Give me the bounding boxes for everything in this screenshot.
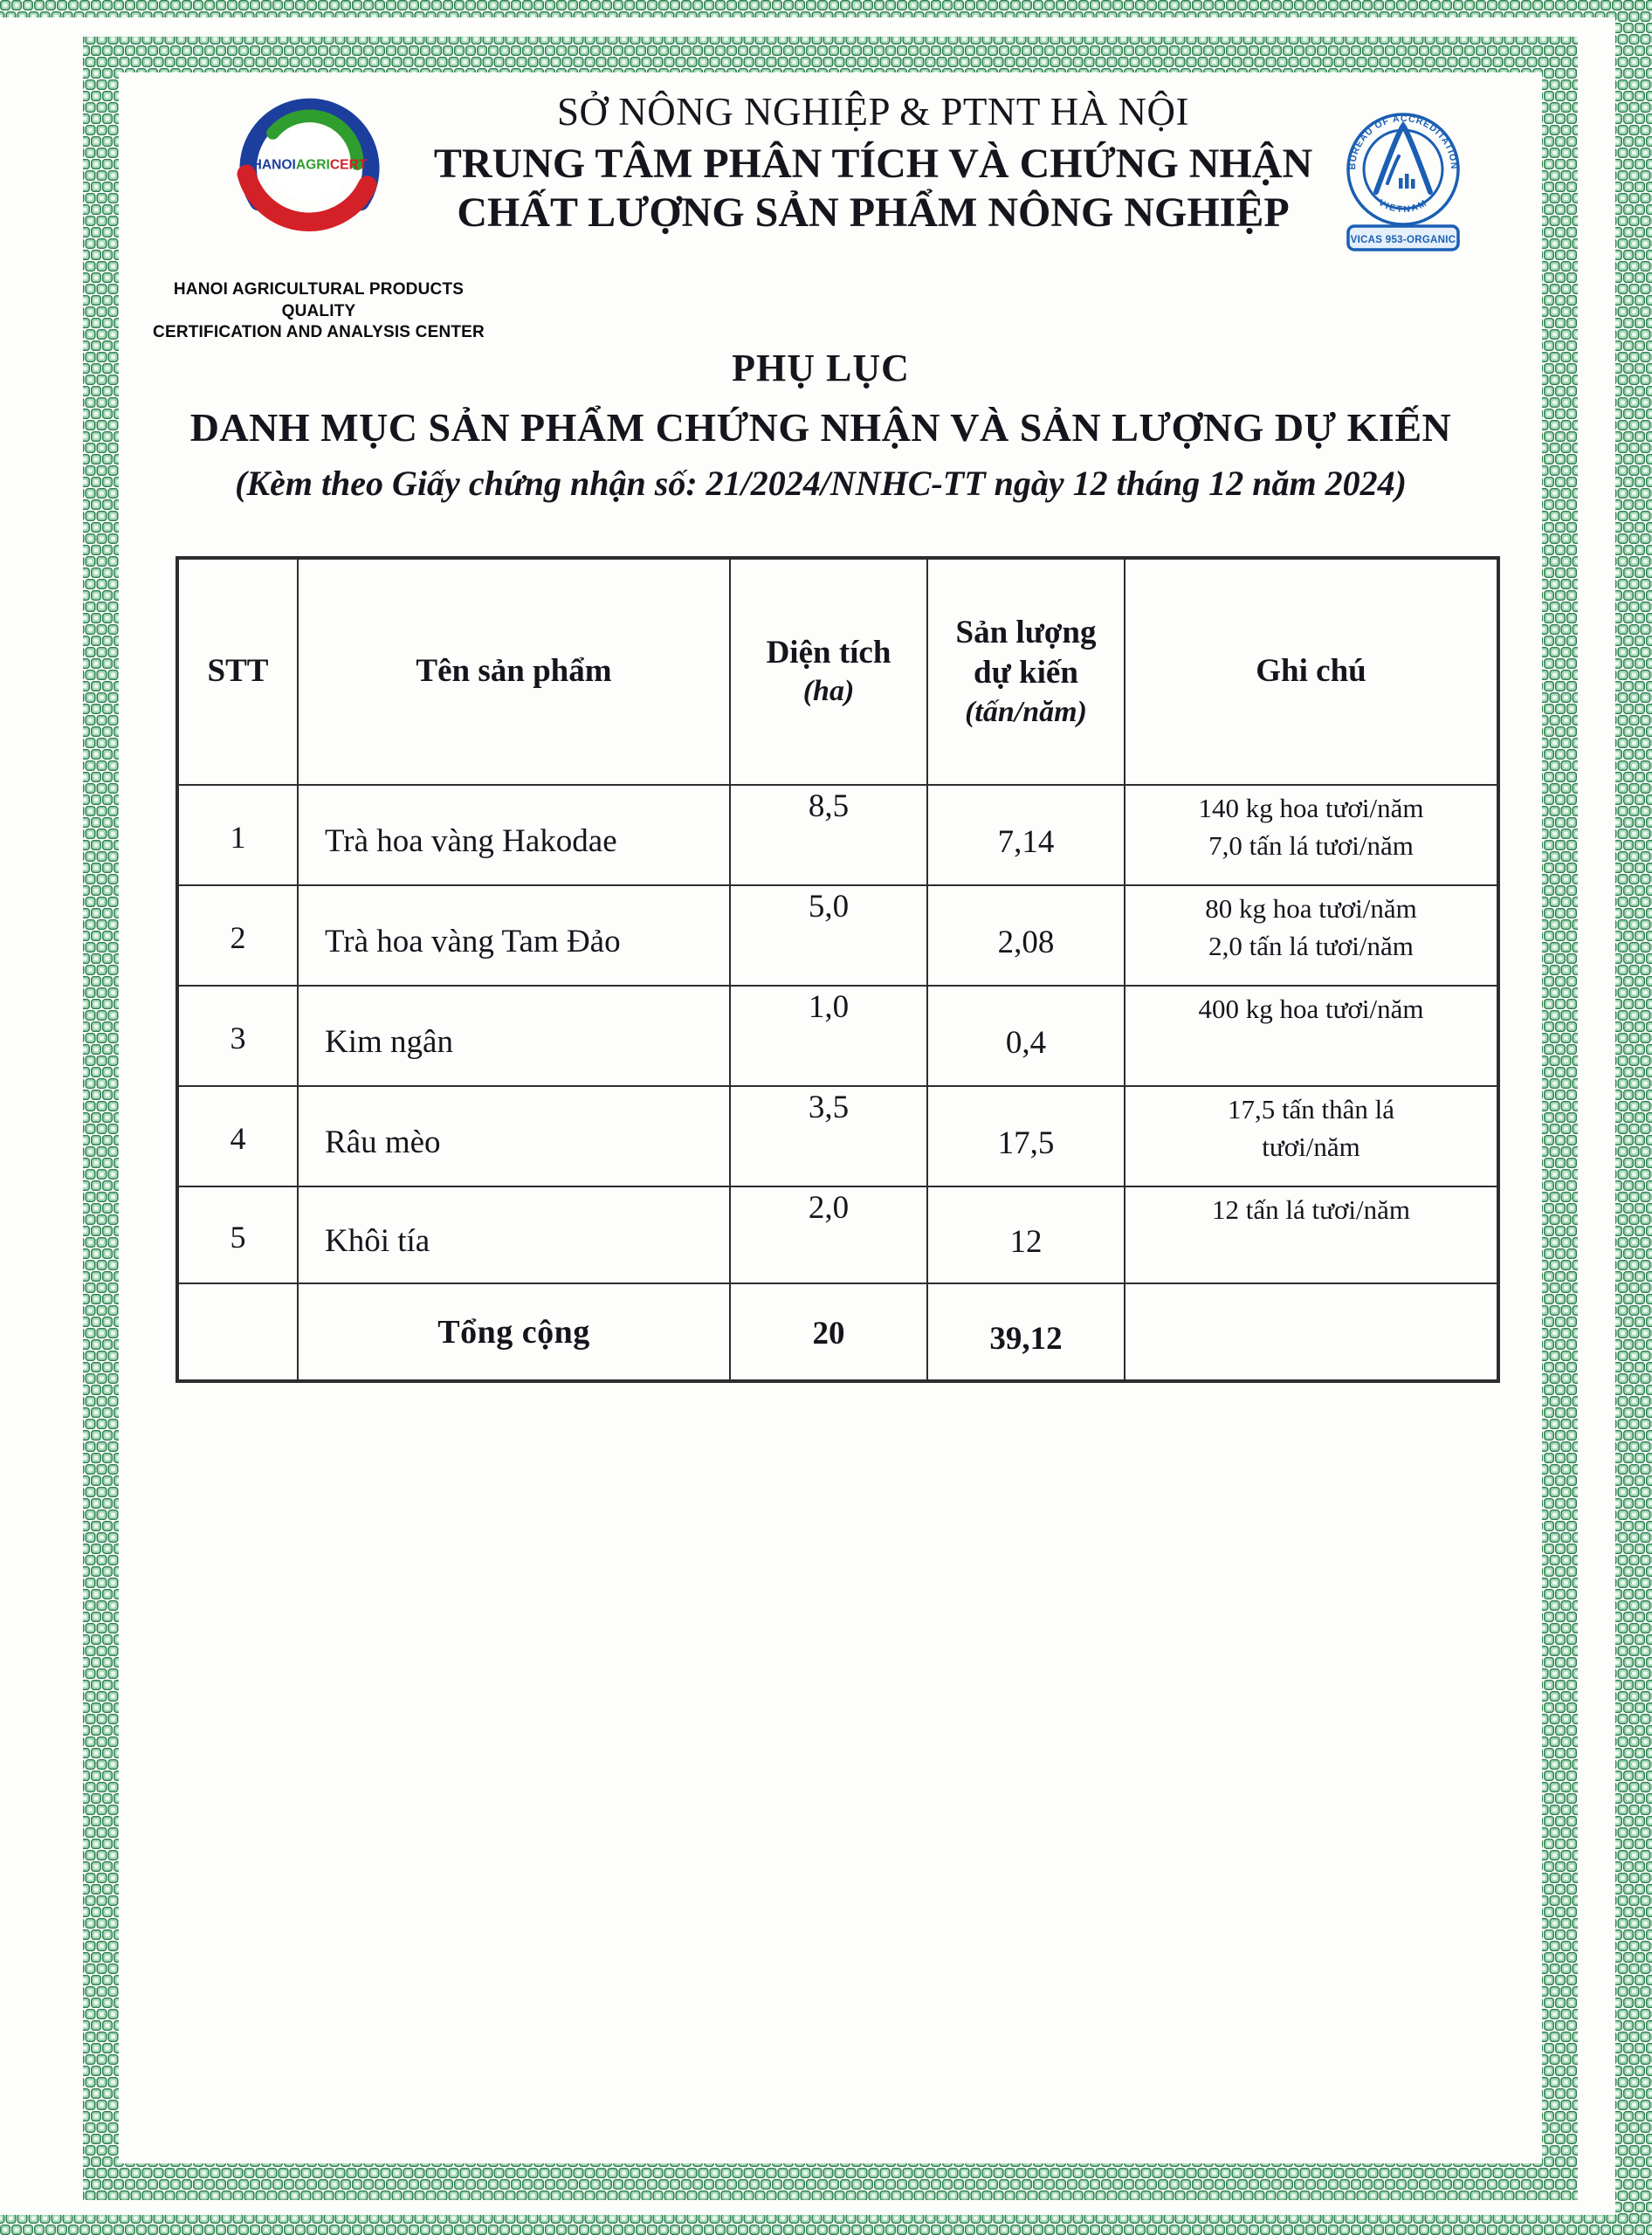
title-block <box>140 346 1502 504</box>
yield-cell: 17,5 <box>927 1086 1125 1186</box>
seal-mountain-bars <box>1399 174 1415 189</box>
product-cell: Khôi tía <box>298 1186 730 1283</box>
header-note: Ghi chú <box>1125 558 1498 785</box>
total-yield-cell: 39,12 <box>927 1283 1125 1381</box>
table-row <box>177 986 1498 1086</box>
total-empty-stt-cell <box>177 1283 298 1381</box>
product-cell: Trà hoa vàng Hakodae <box>298 785 730 885</box>
yield-cell: 2,08 <box>927 885 1125 986</box>
total-area-cell: 20 <box>730 1283 927 1381</box>
document-title: DANH MỤC SẢN PHẨM CHỨNG NHẬN VÀ SẢN LƯỢNG DỰ KIẾN <box>189 405 1452 450</box>
total-label-cell: Tổng cộng <box>298 1283 730 1381</box>
hanoi-agricert-logo <box>220 79 399 258</box>
yield-cell: 12 <box>927 1186 1125 1283</box>
logo-text-cert: CERT <box>329 157 368 173</box>
product-cell: Trà hoa vàng Tam Đảo <box>298 885 730 986</box>
area-cell: 8,5 <box>730 785 927 885</box>
table-row <box>177 1186 1498 1283</box>
svg-text:HANOIAGRICERT <box>252 157 368 172</box>
seal-arc-top-text: BUREAU OF ACCREDITATION <box>1346 113 1460 170</box>
certified-products-table <box>176 556 1500 1383</box>
note-cell: 80 kg hoa tươi/năm 2,0 tấn lá tươi/năm <box>1125 885 1498 986</box>
area-cell: 5,0 <box>730 885 927 986</box>
svg-text:VIETNAM <box>1377 197 1430 215</box>
stt-cell: 1 <box>177 785 298 885</box>
yield-cell: 0,4 <box>927 986 1125 1086</box>
stt-cell: 2 <box>177 885 298 986</box>
area-cell: 3,5 <box>730 1086 927 1186</box>
area-cell: 2,0 <box>730 1186 927 1283</box>
org-name-center-line1: TRUNG TÂM PHÂN TÍCH VÀ CHỨNG NHẬN <box>433 141 1313 187</box>
appendix-title: PHỤ LỤC <box>732 347 910 389</box>
stt-cell: 5 <box>177 1186 298 1283</box>
seal-badge-text: VICAS 953-ORGANIC <box>1350 235 1456 245</box>
note-cell: 17,5 tấn thân lá tươi/năm <box>1125 1086 1498 1186</box>
note-cell: 400 kg hoa tươi/năm <box>1125 986 1498 1086</box>
header-product: Tên sản phẩm <box>298 558 730 785</box>
header-stt: STT <box>177 558 298 785</box>
header-yield: Sản lượng dự kiến (tấn/năm) <box>927 558 1125 785</box>
document-subtitle: (Kèm theo Giấy chứng nhận số: 21/2024/NNHC-TT ngày 12 tháng 12 năm 2024) <box>235 464 1407 503</box>
logo-text-agri: AGRI <box>295 157 330 173</box>
product-cell: Râu mèo <box>298 1086 730 1186</box>
yield-cell: 7,14 <box>927 785 1125 885</box>
total-note-cell <box>1125 1283 1498 1381</box>
header-area: Diện tích (ha) <box>730 558 927 785</box>
table-total-row <box>177 1283 1498 1381</box>
area-cell: 1,0 <box>730 986 927 1086</box>
caption-line-2: CERTIFICATION AND ANALYSIS CENTER <box>153 323 485 342</box>
org-name-department: SỞ NÔNG NGHIỆP & PTNT HÀ NỘI <box>556 90 1189 134</box>
product-cell: Kim ngân <box>298 986 730 1086</box>
table-row <box>177 885 1498 986</box>
stt-cell: 4 <box>177 1086 298 1186</box>
boa-accreditation-seal <box>1329 93 1490 280</box>
seal-arc-bottom-text: VIETNAM <box>1376 197 1430 216</box>
note-cell: 140 kg hoa tươi/năm 7,0 tấn lá tươi/năm <box>1125 785 1498 885</box>
note-cell: 12 tấn lá tươi/năm <box>1125 1186 1498 1283</box>
table-row <box>177 785 1498 885</box>
org-name-center-line2: CHẤT LƯỢNG SẢN PHẨM NÔNG NGHIỆP <box>457 189 1290 236</box>
table-row <box>177 1086 1498 1186</box>
table-header-row <box>177 558 1498 785</box>
logo-text-hanoi: HANOI <box>251 157 296 173</box>
organization-header <box>410 89 1336 237</box>
left-logo-caption <box>140 279 498 344</box>
stt-cell: 3 <box>177 986 298 1086</box>
caption-line-1: HANOI AGRICULTURAL PRODUCTS QUALITY <box>173 280 465 320</box>
